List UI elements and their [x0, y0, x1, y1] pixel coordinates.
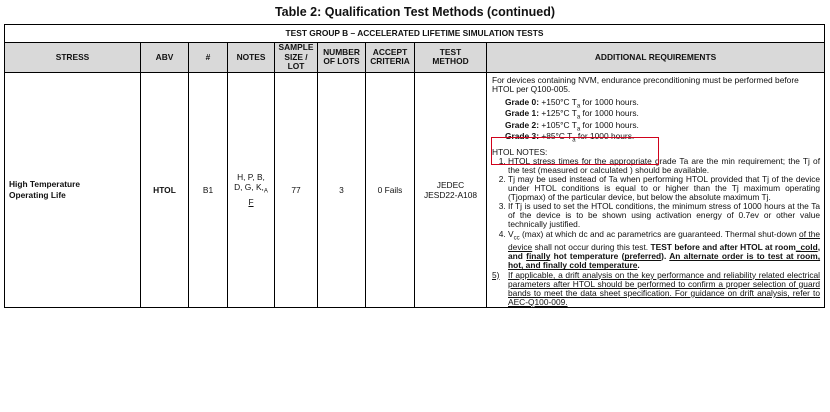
abv-cell: HTOL	[141, 72, 189, 307]
stress-cell: High Temperature Operating Life	[5, 72, 141, 307]
col-notes: NOTES	[228, 43, 275, 73]
htol-note-1: 1. HTOL stress times for the appropriate grade Ta are the min requirement; the Tj of the test (measured or calculated ) should be available.	[508, 157, 820, 175]
grade-list	[505, 97, 820, 142]
htol-note-2: 2. Tj may be used instead of Ta when performing HTOL provided that Tj of the device under HTOL conditions is equal to or higher than the Tj maximum operating (Tjopmax) of the particular device, but below the absolute maximum Tj.	[508, 175, 820, 202]
col-sample: SAMPLE SIZE / LOT	[275, 43, 318, 73]
col-stress: STRESS	[5, 43, 141, 73]
htol-note-4: 4. $V_{cc}$ (max) at which dc and ac parametrics are guaranteed. Thermal shut-down of the device shall not occur during this test. TEST before and after HTOL at room_cold, and finally hot temperature (preferred). An alternate order is to test at room, hot, and finally cold temperature.	[508, 230, 820, 271]
number-cell: B1	[189, 72, 228, 307]
table-row	[5, 72, 825, 307]
htol-notes-list	[492, 157, 820, 271]
grade-3: Grade 3: +85°C $T_a$ for 1000 hours.	[505, 131, 635, 144]
grade-0: Grade 0: +150°C $T_a$ for 1000 hours.	[505, 96, 639, 110]
lots-cell: 3	[318, 72, 366, 307]
notes-cell: H, P, B, D, G, $K,_A$ F	[228, 72, 275, 307]
col-accept: ACCEPT CRITERIA	[366, 43, 415, 73]
sample-cell: 77	[275, 72, 318, 307]
highlight-box	[491, 137, 659, 165]
col-number: #	[189, 43, 228, 73]
requirements-cell	[487, 72, 825, 307]
col-abv: ABV	[141, 43, 189, 73]
qualification-table	[4, 24, 825, 308]
column-header-row	[5, 43, 825, 73]
htol-note-5: 5) If applicable, a drift analysis on the key performance and reliability related electrical parameters after HTOL should be performed to confirm a proper selection of guard bands to meet the data sheet specification. For guidance on drift analysis, refer to AEC-Q100-009.	[492, 269, 821, 307]
htol-note-3: 3. If Tj is used to set the HTOL conditions, the minimum stress of 1000 hours at the Ta of the device is to be shown using activation energy of 0.7ev or other value technically justified.	[508, 202, 820, 229]
grade-2: Grade 2: +105°C $T_a$ for 1000 hours.	[505, 119, 639, 133]
nvm-intro: For devices containing NVM, endurance preconditioning must be performed before HTOL per Q100-005.	[492, 74, 799, 94]
col-requirements: ADDITIONAL REQUIREMENTS	[487, 43, 825, 73]
col-method: TEST METHOD	[415, 43, 487, 73]
group-title: TEST GROUP B – ACCELERATED LIFETIME SIMULATION TESTS	[5, 25, 825, 43]
col-lots: NUMBER OF LOTS	[318, 43, 366, 73]
accept-cell: 0 Fails	[366, 72, 415, 307]
method-cell: JEDEC JESD22-A108	[415, 72, 487, 307]
grade-1: Grade 1: +125°C $T_a$ for 1000 hours.	[505, 108, 639, 121]
htol-notes-title: HTOL NOTES:	[492, 146, 548, 157]
table-title: Table 2: Qualification Test Methods (continued)	[274, 5, 556, 19]
